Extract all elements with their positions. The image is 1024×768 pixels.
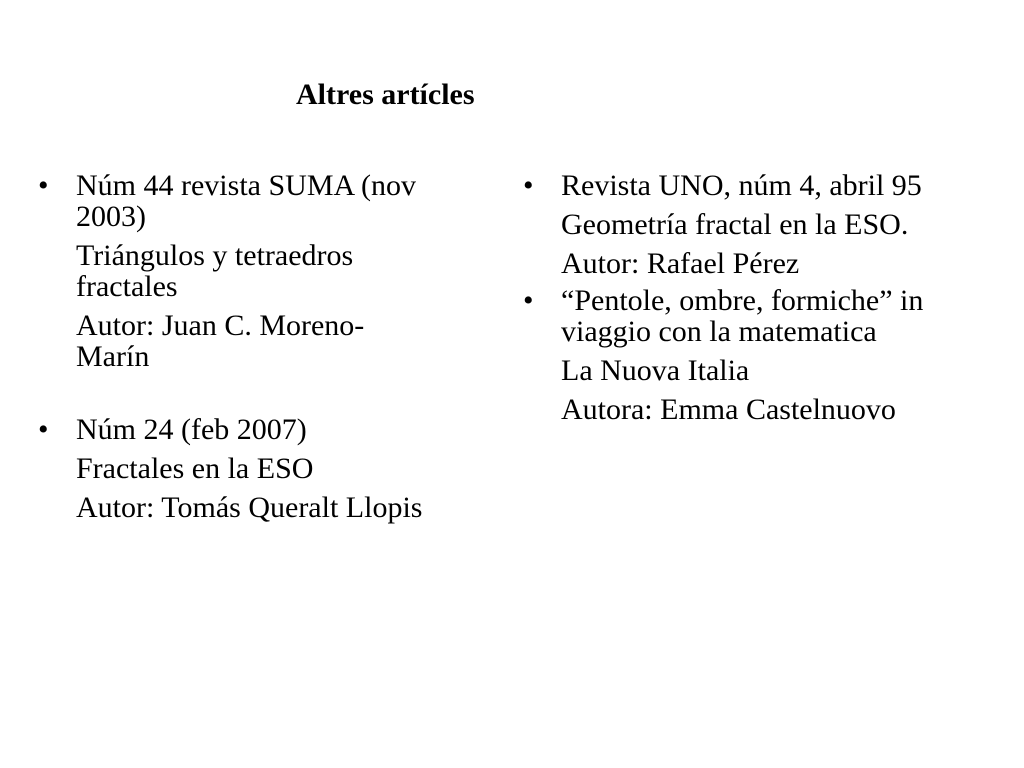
list-item: [38, 170, 428, 372]
bullet: •: [523, 169, 534, 202]
item-heading: “Pentole, ombre, formiche” in viaggio con la matematica: [561, 284, 924, 348]
item-author: Autor: Tomás Queralt Llopis: [76, 491, 423, 524]
item-author: Autora: Emma Castelnuovo: [561, 393, 896, 426]
slide-title: Altres artícles: [296, 78, 475, 111]
list-item: [523, 285, 983, 425]
list-item: [523, 170, 983, 279]
item-author: Autor: Rafael Pérez: [561, 247, 800, 280]
bullet: •: [523, 284, 534, 317]
right-column: [523, 170, 983, 425]
list-item: [38, 414, 428, 523]
item-article-title: Geometría fractal en la ESO.: [561, 208, 909, 241]
bullet: •: [38, 169, 49, 202]
item-author: Autor: Juan C. Moreno-Marín: [76, 309, 365, 373]
item-article-title: Triángulos y tetraedros fractales: [76, 239, 354, 303]
item-publisher: La Nuova Italia: [561, 354, 750, 387]
item-heading: Revista UNO, núm 4, abril 95: [561, 169, 922, 202]
item-heading: Núm 24 (feb 2007): [76, 413, 307, 446]
item-article-title: Fractales en la ESO: [76, 452, 314, 485]
item-heading: Núm 44 revista SUMA (nov 2003): [76, 169, 416, 233]
left-column: [38, 170, 428, 523]
bullet: •: [38, 413, 49, 446]
